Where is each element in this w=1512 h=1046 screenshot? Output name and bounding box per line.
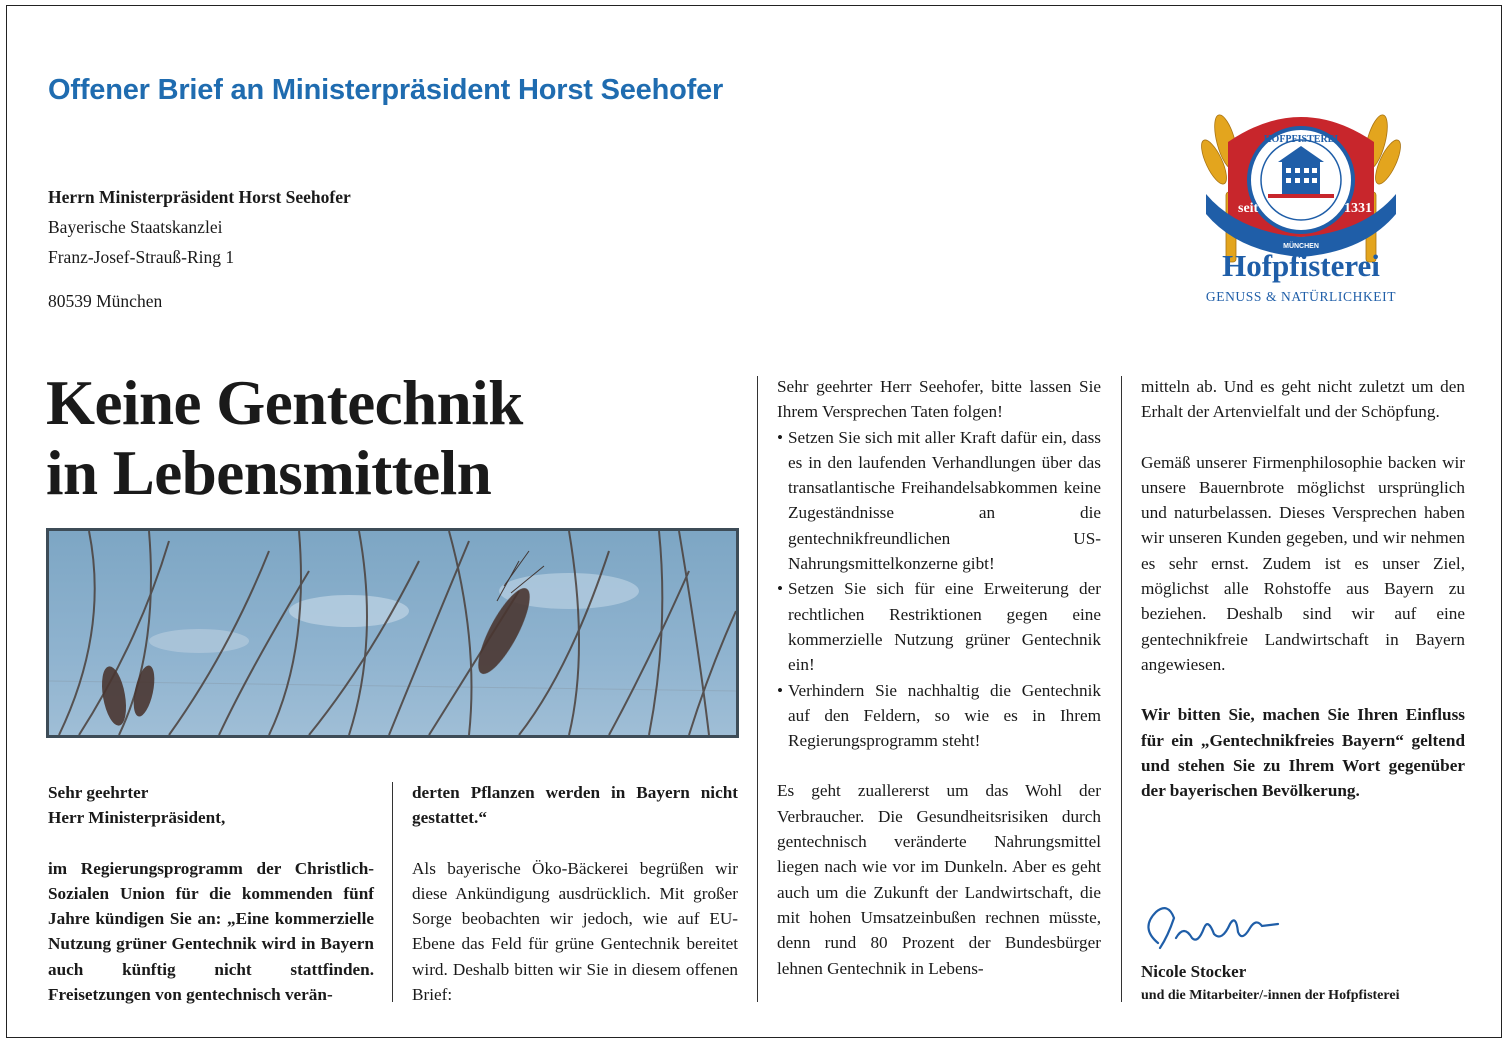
salutation-line2: Herr Ministerpräsident, [48, 808, 226, 828]
recipient-line2: Franz-Josef-Strauß-Ring 1 [48, 247, 235, 267]
headline [46, 368, 523, 508]
bullet-item: • Verhindern Sie nachhaltig die Gentechnik auf den Feldern, so wie es in Ihrem Regierungsprogramm steht! [777, 678, 1101, 754]
body-column-4 [1141, 374, 1465, 803]
brand-tagline: GENUSS & NATÜRLICHKEIT [1205, 289, 1397, 304]
col4-appeal: Wir bitten Sie, machen Sie Ihren Einfluss für ein „Gentechnikfreies Bayern“ geltend und stehen Sie zu Ihrem Wort gegenüber der bayerischen Bevölkerung. [1141, 705, 1465, 801]
body-column-2 [412, 780, 738, 1007]
signer-subtitle: und die Mitarbeiter/-innen der Hofpfisterei [1141, 988, 1400, 1003]
column-divider-3 [1121, 376, 1122, 1002]
logo-seit: seit [1238, 201, 1259, 216]
wheat-field-photo [46, 528, 739, 738]
handwritten-signature [1138, 898, 1288, 958]
col4-paragraph-2: Gemäß unserer Firmenphilosophie backen wir unsere Bauernbrote möglichst ursprünglich und naturbelassen. Dieses Versprechen haben wir unseren Kunden gegeben, und wir nehmen es sehr ernst. Zudem ist es unser Ziel, möglichst alle Rohstoffe aus Bayern zu beziehen. Deshalb sind wir auf eine gentechnikfreie Landwirtschaft in Bayern angewiesen. [1141, 452, 1465, 674]
col4-paragraph-1: mitteln ab. Und es geht nicht zuletzt um den Erhalt der Artenvielfalt und der Schöpfung. [1141, 377, 1465, 422]
column-divider-1 [392, 782, 393, 1002]
brand-name: Hofpfisterei [1222, 248, 1380, 283]
col1-paragraph: im Regierungsprogramm der Christlich-Sozialen Union für die kommenden fünf Jahre kündigen Sie an: „Eine kommerzielle Nutzung grüner Gentechnik wird in Bayern auch künftig nicht stattfinden. Freisetzungen von gentechnisch verän- [48, 858, 374, 1005]
bullet-item: • Setzen Sie sich für eine Erweiterung der rechtlichen Restriktionen gegen eine kommerzielle Nutzung grüner Gentechnik ein! [777, 576, 1101, 677]
logo-year: 1331 [1344, 201, 1372, 216]
body-column-3 [777, 374, 1101, 981]
column-divider-2 [757, 376, 758, 1002]
body-column-1 [48, 780, 374, 1007]
recipient-name: Herrn Ministerpräsident Horst Seehofer [48, 187, 351, 207]
recipient-city: 80539 München [48, 291, 163, 311]
signer-name: Nicole Stocker [1141, 962, 1247, 981]
letter-heading: Offener Brief an Ministerpräsident Horst Seehofer [48, 74, 724, 106]
recipient-line1: Bayerische Staatskanzlei [48, 217, 223, 237]
col3-paragraph: Es geht zuallererst um das Wohl der Verbraucher. Die Gesundheitsrisiken durch gentechnisch veränderte Nahrungsmittel liegen nach wie vor im Dunkeln. Aber es geht auch um die Zukunft der Landwirtschaft, die mit hohen Umsatzeinbußen rechnen müsste, denn rund 80 Prozent der Bundesbürger lehnen Gentechnik in Lebens- [777, 781, 1101, 978]
bullet-item: • Setzen Sie sich mit aller Kraft dafür ein, dass es in den laufenden Verhandlungen über das transatlantische Freihandelsabkommen keine Zugeständnisse an die gentechnikfreundlichen US-Nahrungsmittelkonzerne gibt! [777, 425, 1101, 577]
quote-end: derten Pflanzen werden in Bayern nicht gestattet.“ [412, 783, 738, 828]
recipient-address [48, 182, 351, 316]
col3-intro: Sehr geehrter Herr Seehofer, bitte lassen Sie Ihrem Versprechen Taten folgen! [777, 377, 1101, 422]
logo-arc-text: HOFPFISTEREI [1263, 134, 1339, 145]
salutation-line1: Sehr geehrter [48, 783, 149, 802]
col2-paragraph: Als bayerische Öko-Bäckerei begrüßen wir diese Ankündigung ausdrücklich. Mit großer Sorge beobachten wir jedoch, wie auf EU-Ebene das Feld für grüne Gentechnik bereitet wird. Deshalb bitten wir Sie in diesem offenen Brief: [412, 858, 738, 1005]
headline-line2: in Lebensmitteln [46, 438, 492, 508]
headline-line1: Keine Gentechnik [46, 368, 523, 438]
logo-ribbon-city: MÜNCHEN [1283, 243, 1319, 250]
wheat-field-image [49, 531, 736, 735]
